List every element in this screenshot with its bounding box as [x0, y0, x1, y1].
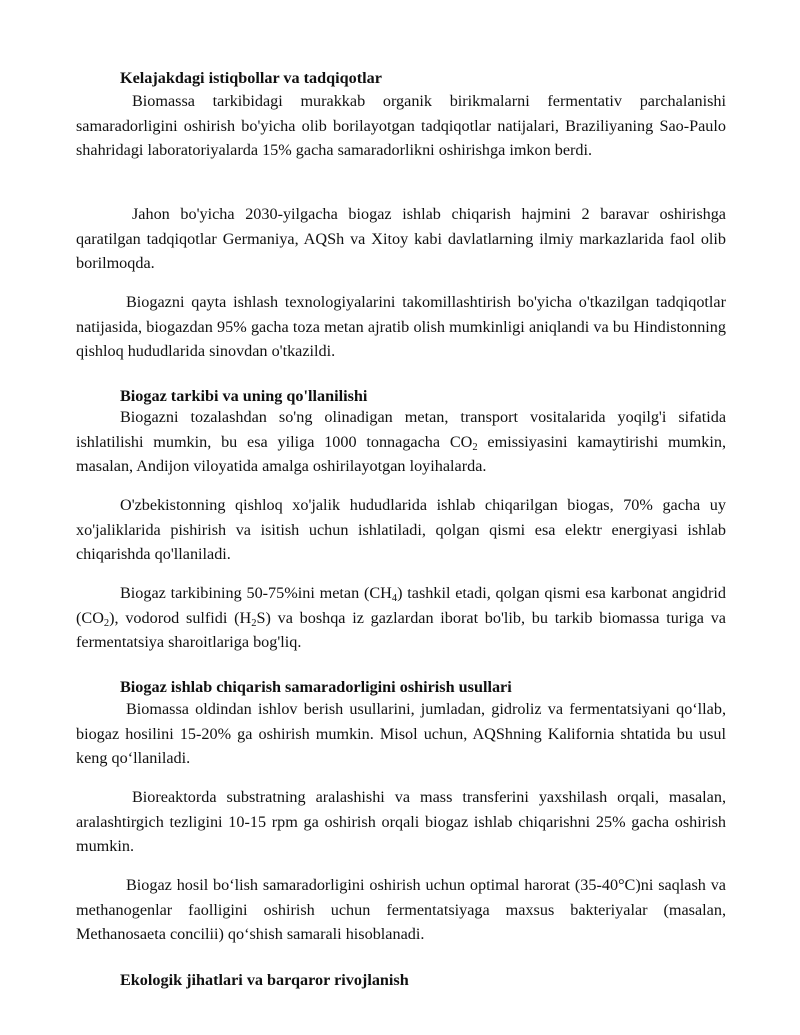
paragraph-methane-transport-fuel: Biogazni tozalashdan so'ng olinadigan metan, transport vositalarida yoqilg'i sifatida ishlatilishi mumkin, bu esa yiliga 1000 tonnagacha $CO_2$ emissiyasini kamaytirishi mumkin, masalan, Andijon viloyatida amalga oshirilayotgan loyihalarda.	[76, 408, 727, 476]
section-heading-future-research: Kelajakdagi istiqbollar va tadqiqotlar	[120, 69, 382, 87]
paragraph-global-biogas-2030: Jahon bo'yicha 2030-yilgacha biogaz ishlab chiqarish hajmini 2 baravar oshirishga qaratilgan tadqiqotlar Germaniya, AQSh va Xitoy kabi davlatlarning ilmiy markazlarida faol olib borilmoqda.	[76, 205, 726, 273]
paragraph-uzbekistan-biogas-use: O'zbekistonning qishloq xo'jalik hududlarida ishlab chiqarilgan biogas, 70% gacha uy xo'jaliklarida pishirish va isitish uchun ishlatiladi, qolgan qismi esa elektr energiyasi ishlab chiqarishda qo'llaniladi.	[76, 496, 726, 564]
paragraph-biogas-composition: Biogaz tarkibining 50-75%ini metan $(CH_4)$ tashkil etadi, qolgan qismi esa karbonat angidrid $(CO_2)$, vodorod sulfidi $(H_2S)$ va boshqa iz gazlardan iborat bo'lib, bu tarkib biomassa turiga va fermentatsiya sharoitlariga bog'liq.	[76, 584, 727, 652]
paragraph-biogas-methane-purification: Biogazni qayta ishlash texnologiyalarini takomillashtirish bo'yicha o'tkazilgan tadqiqotlar natijasida, biogazdan 95% gacha toza metan ajratib olish mumkinligi aniqlandi va bu Hindistonning qishloq hududlarida sinovdan o'tkazildi.	[76, 293, 726, 361]
subscript-2: 2	[472, 441, 478, 453]
paragraph-fermentation-research: Biomassa tarkibidagi murakkab organik birikmalarni fermentativ parchalanishi samaradorligini oshirish bo'yicha olib borilayotgan tadqiqotlar natijalari, Braziliyaning Sao-Paulo shahridagi laboratoriyalarda 15% gacha samaradorlikni oshirishga imkon berdi.	[76, 92, 726, 160]
paragraph-optimal-temperature: Biogaz hosil bo‘lish samaradorligini oshirish uchun optimal harorat (35-40°C)ni saqlash va methanogenlar faolligini oshirish uchun fermentatsiyaga maxsus bakteriyalar (masalan, Methanosaeta concilii) qo‘shish samarali hisoblanadi.	[76, 876, 726, 944]
section-heading-efficiency-methods: Biogaz ishlab chiqarish samaradorligini oshirish usullari	[120, 678, 512, 696]
paragraph-pretreatment-methods: Biomassa oldindan ishlov berish usullarini, jumladan, gidroliz va fermentatsiyani qo‘llab, biogaz hosilini 15-20% ga oshirish mumkin. Misol uchun, AQShning Kalifornia shtatida bu usul keng qo‘llaniladi.	[76, 700, 726, 768]
subscript-2: 2	[103, 617, 110, 629]
paragraph-bioreactor-mixing: Bioreaktorda substratning aralashishi va mass transferini yaxshilash orqali, masalan, aralashtirgich tezligini 10-15 rpm ga oshirish orqali biogaz ishlab chiqarishni 25% gacha oshirish mumkin.	[76, 788, 726, 856]
subscript-4: 4	[391, 593, 398, 604]
section-heading-biogas-composition: Biogaz tarkibi va uning qo'llanilishi	[120, 387, 368, 405]
subscript-2: 2	[251, 617, 257, 629]
section-heading-ecological-aspects: Ekologik jihatlari va barqaror rivojlanish	[120, 971, 409, 989]
